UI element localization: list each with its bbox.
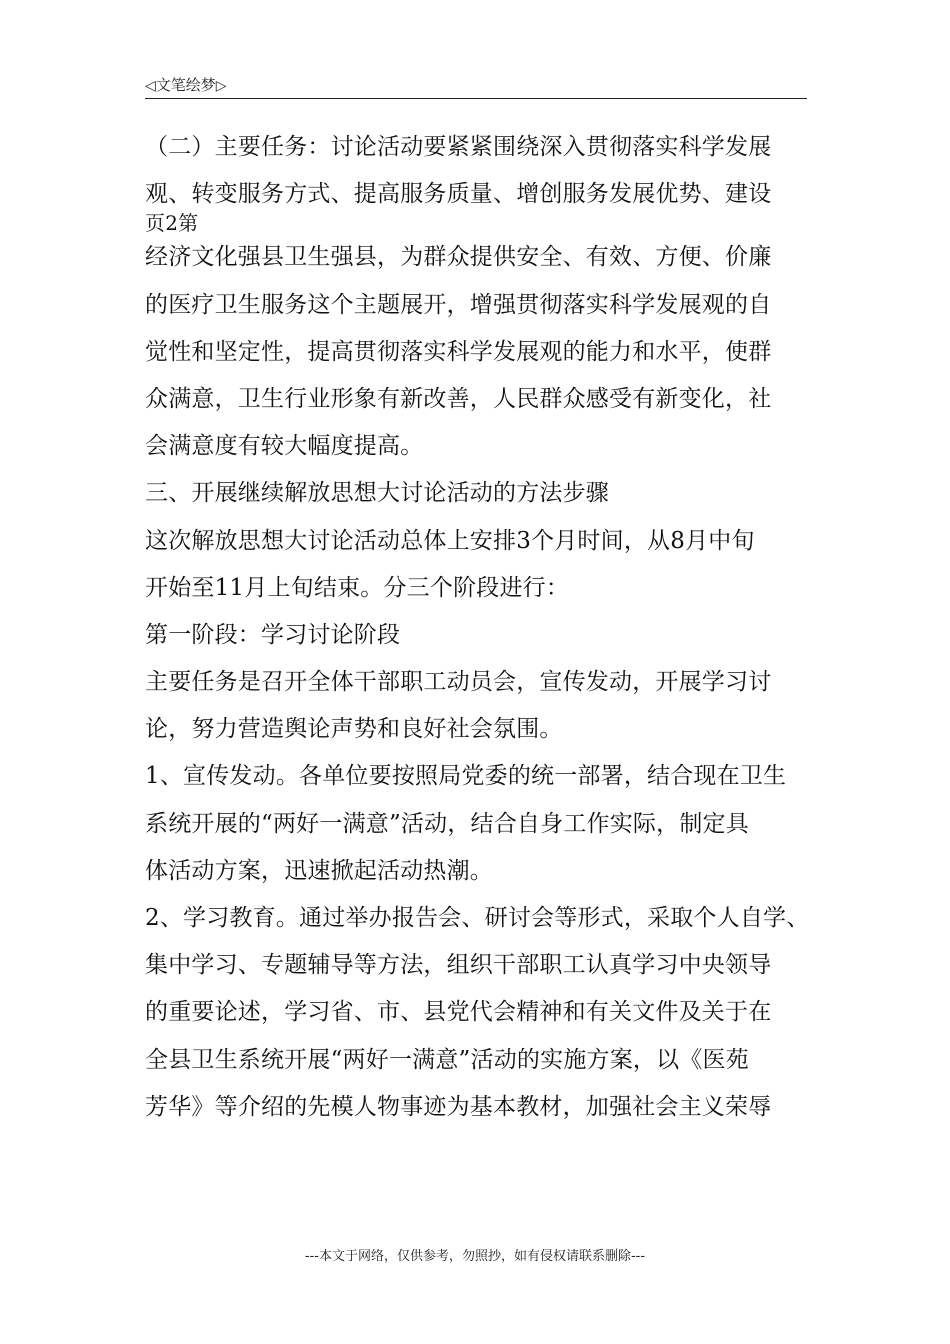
left-triangle-icon: ◁ [145, 78, 156, 94]
text-line: 众满意，卫生行业形象有新改善，人民群众感受有新变化，社 [145, 385, 772, 412]
text-line: 2、学习教育。通过举办报告会、研讨会等形式，采取个人自学、 [145, 905, 810, 931]
text-line: 开始至11月上旬结束。分三个阶段进行： [145, 574, 570, 601]
document-body [145, 124, 815, 1131]
page-header [145, 72, 807, 99]
text-line: 系统开展的“两好一满意”活动，结合自身工作实际，制定具 [145, 810, 749, 837]
text-line: 觉性和坚定性，提高贯彻落实科学发展观的能力和水平，使群 [145, 338, 772, 365]
text-line: 这次解放思想大讨论活动总体上安排3个月时间，从8月中旬 [145, 527, 755, 554]
section-heading: 三、开展继续解放思想大讨论活动的方法步骤 [145, 480, 609, 507]
page-number: 页2第 [145, 211, 199, 236]
text-line: （二）主要任务：讨论活动要紧紧围绕深入贯彻落实科学发展 [145, 134, 772, 160]
page-footer: ---本文于网络，仅供参考，勿照抄，如有侵权请联系删除--- [304, 1249, 646, 1264]
text-line: 主要任务是召开全体干部职工动员会，宣传发动，开展学习讨 [145, 669, 772, 696]
stage-heading: 第一阶段：学习讨论阶段 [145, 621, 401, 648]
text-line: 会满意度有较大幅度提高。 [145, 433, 424, 460]
header-title: 文笔绘梦 [155, 76, 216, 94]
text-line: 的重要论述，学习省、市、县党代会精神和有关文件及关于在 [145, 999, 772, 1026]
text-line: 体活动方案，迅速掀起活动热潮。 [145, 857, 493, 884]
text-line: 1、宣传发动。各单位要按照局党委的统一部署，结合现在卫生 [145, 763, 787, 790]
text-line: 全县卫生系统开展“两好一满意”活动的实施方案，以《医苑 [145, 1046, 749, 1073]
text-line: 经济文化强县卫生强县，为群众提供安全、有效、方便、价廉 [145, 244, 772, 271]
text-line: 的医疗卫生服务这个主题展开，增强贯彻落实科学发展观的自 [145, 291, 772, 318]
text-line: 集中学习、专题辅导等方法，组织干部职工认真学习中央领导 [145, 952, 772, 979]
right-triangle-icon: ▷ [215, 78, 227, 94]
text-line: 芳华》等介绍的先模人物事迹为基本教材，加强社会主义荣辱 [145, 1093, 772, 1120]
text-line: 观、转变服务方式、提高服务质量、增创服务发展优势、建设 [145, 181, 772, 208]
text-line: 论，努力营造舆论声势和良好社会氛围。 [145, 716, 563, 743]
